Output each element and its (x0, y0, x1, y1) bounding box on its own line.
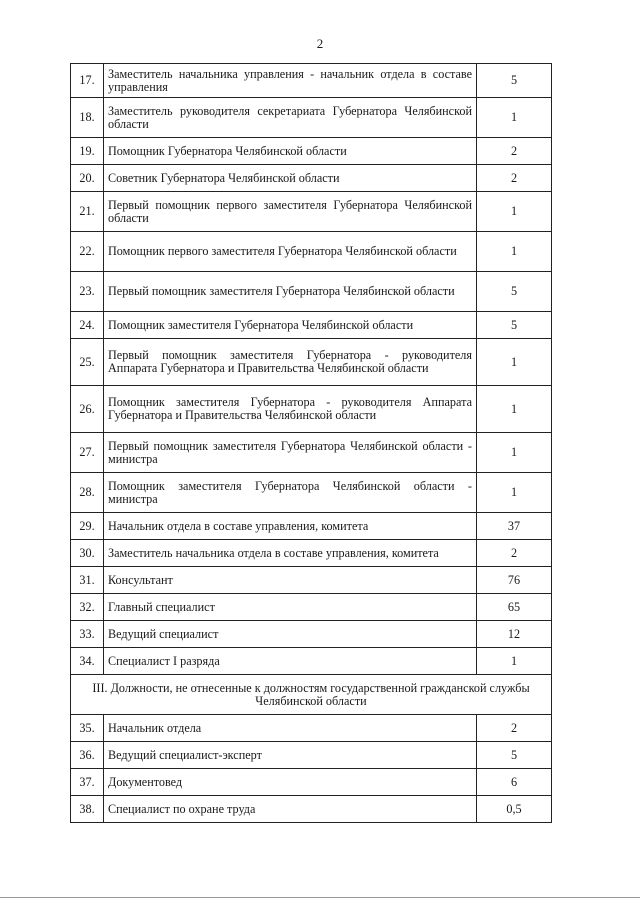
position-count: 65 (477, 594, 552, 621)
position-title: Начальник отдела в составе управления, комитета (104, 513, 477, 540)
table-row (71, 513, 552, 540)
position-count: 6 (477, 769, 552, 796)
table-row (71, 796, 552, 823)
position-count: 1 (477, 386, 552, 433)
table-row (71, 540, 552, 567)
position-count: 1 (477, 473, 552, 513)
row-number: 23. (71, 272, 104, 312)
position-count: 2 (477, 715, 552, 742)
position-count: 2 (477, 138, 552, 165)
position-title: Главный специалист (104, 594, 477, 621)
row-number: 37. (71, 769, 104, 796)
position-title: Первый помощник заместителя Губернатора - руководителя Аппарата Губернатора и Правительства Челябинской области (104, 339, 477, 386)
row-number: 36. (71, 742, 104, 769)
position-count: 1 (477, 232, 552, 272)
position-count: 2 (477, 165, 552, 192)
position-title: Ведущий специалист-эксперт (104, 742, 477, 769)
table-row (71, 769, 552, 796)
row-number: 30. (71, 540, 104, 567)
position-title: Ведущий специалист (104, 621, 477, 648)
row-number: 38. (71, 796, 104, 823)
section-heading-row (71, 675, 552, 715)
table-row (71, 138, 552, 165)
table-row (71, 594, 552, 621)
position-title: Первый помощник первого заместителя Губернатора Челябинской области (104, 192, 477, 232)
position-count: 1 (477, 192, 552, 232)
position-count: 5 (477, 272, 552, 312)
position-title: Документовед (104, 769, 477, 796)
position-title: Первый помощник заместителя Губернатора Челябинской области (104, 272, 477, 312)
position-title: Помощник Губернатора Челябинской области (104, 138, 477, 165)
table-row (71, 715, 552, 742)
page-bottom-edge (0, 897, 640, 898)
row-number: 27. (71, 433, 104, 473)
position-title: Начальник отдела (104, 715, 477, 742)
table-row (71, 473, 552, 513)
row-number: 21. (71, 192, 104, 232)
table-row (71, 648, 552, 675)
row-number: 32. (71, 594, 104, 621)
table-row (71, 272, 552, 312)
position-count: 1 (477, 339, 552, 386)
page-number: 2 (316, 36, 324, 51)
position-count: 1 (477, 648, 552, 675)
row-number: 28. (71, 473, 104, 513)
position-count: 5 (477, 312, 552, 339)
position-count: 5 (477, 742, 552, 769)
position-title: Заместитель начальника управления - начальник отдела в составе управления (104, 64, 477, 98)
row-number: 25. (71, 339, 104, 386)
row-number: 22. (71, 232, 104, 272)
table-row (71, 433, 552, 473)
table-row (71, 165, 552, 192)
position-title: Помощник заместителя Губернатора Челябинской области - министра (104, 473, 477, 513)
position-count: 2 (477, 540, 552, 567)
position-title: Советник Губернатора Челябинской области (104, 165, 477, 192)
row-number: 19. (71, 138, 104, 165)
table-row (71, 742, 552, 769)
table-row (71, 232, 552, 272)
table-row (71, 386, 552, 433)
position-title: Первый помощник заместителя Губернатора Челябинской области - министра (104, 433, 477, 473)
position-count: 76 (477, 567, 552, 594)
table-row (71, 339, 552, 386)
row-number: 34. (71, 648, 104, 675)
position-title: Помощник заместителя Губернатора Челябинской области (104, 312, 477, 339)
table-row (71, 312, 552, 339)
row-number: 31. (71, 567, 104, 594)
table-row (71, 64, 552, 98)
row-number: 26. (71, 386, 104, 433)
position-count: 0,5 (477, 796, 552, 823)
positions-table (70, 63, 552, 823)
position-count: 5 (477, 64, 552, 98)
row-number: 20. (71, 165, 104, 192)
position-title: Заместитель руководителя секретариата Губернатора Челябинской области (104, 98, 477, 138)
section-heading: III. Должности, не отнесенные к должностям государственной гражданской службы Челябинской области (71, 675, 552, 715)
position-title: Консультант (104, 567, 477, 594)
row-number: 18. (71, 98, 104, 138)
position-title: Специалист по охране труда (104, 796, 477, 823)
position-count: 1 (477, 98, 552, 138)
row-number: 35. (71, 715, 104, 742)
position-title: Помощник первого заместителя Губернатора Челябинской области (104, 232, 477, 272)
row-number: 17. (71, 64, 104, 98)
table-row (71, 621, 552, 648)
row-number: 24. (71, 312, 104, 339)
row-number: 33. (71, 621, 104, 648)
position-count: 37 (477, 513, 552, 540)
position-title: Помощник заместителя Губернатора - руководителя Аппарата Губернатора и Правительства Челябинской области (104, 386, 477, 433)
position-count: 12 (477, 621, 552, 648)
table-row (71, 567, 552, 594)
row-number: 29. (71, 513, 104, 540)
table-row (71, 98, 552, 138)
position-title: Заместитель начальника отдела в составе управления, комитета (104, 540, 477, 567)
position-title: Специалист I разряда (104, 648, 477, 675)
table-row (71, 192, 552, 232)
position-count: 1 (477, 433, 552, 473)
